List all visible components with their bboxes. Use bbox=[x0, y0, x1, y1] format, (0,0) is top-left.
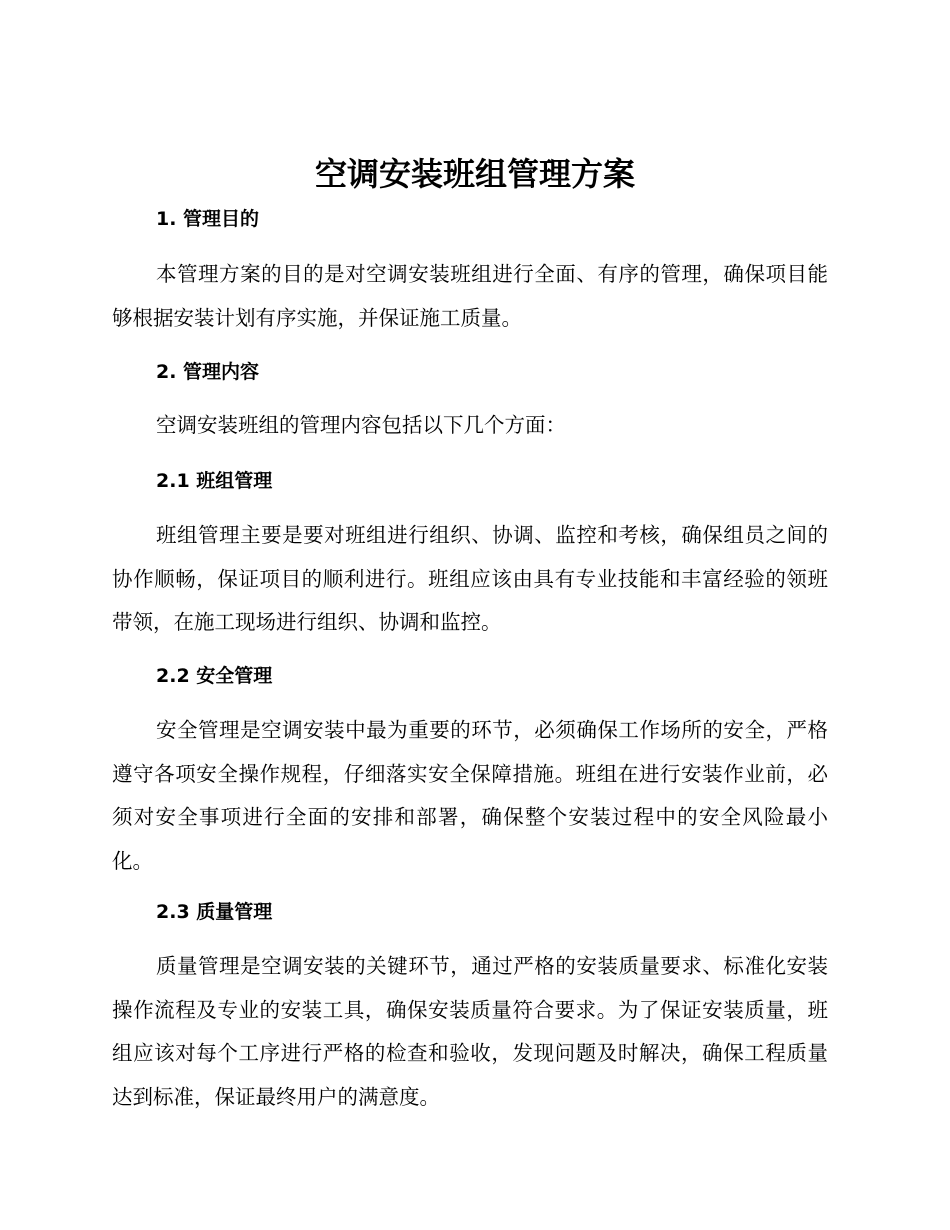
section-heading-content: 2. 管理内容 bbox=[156, 361, 260, 383]
section-heading-purpose: 1. 管理目的 bbox=[156, 208, 260, 230]
section-paragraph-team-management: 班组管理主要是要对班组进行组织、协调、监控和考核，确保组员之间的协作顺畅，保证项目的顺利进行。班组应该由具有专业技能和丰富经验的领班带领，在施工现场进行组织、协调和监控。 bbox=[112, 523, 828, 634]
section-heading-team-management: 2.1 班组管理 bbox=[156, 470, 273, 492]
document-title: 空调安装班组管理方案 bbox=[314, 155, 635, 193]
section-paragraph-content: 空调安装班组的管理内容包括以下几个方面： bbox=[156, 413, 566, 437]
section-paragraph-safety-management: 安全管理是空调安装中最为重要的环节，必须确保工作场所的安全，严格遵守各项安全操作规程，仔细落实安全保障措施。班组在进行安装作业前，必须对安全事项进行全面的安排和部署，确保整个安装过程中的安全风险最小化。 bbox=[112, 718, 828, 873]
section-heading-quality-management: 2.3 质量管理 bbox=[156, 901, 273, 923]
section-paragraph-quality-management: 质量管理是空调安装的关键环节，通过严格的安装质量要求、标准化安装操作流程及专业的安装工具，确保安装质量符合要求。为了保证安装质量，班组应该对每个工序进行严格的检查和验收，发现问题及时解决，确保工程质量达到标准，保证最终用户的满意度。 bbox=[112, 954, 828, 1109]
section-heading-safety-management: 2.2 安全管理 bbox=[156, 665, 273, 687]
section-paragraph-purpose: 本管理方案的目的是对空调安装班组进行全面、有序的管理，确保项目能够根据安装计划有序实施，并保证施工质量。 bbox=[112, 262, 828, 330]
